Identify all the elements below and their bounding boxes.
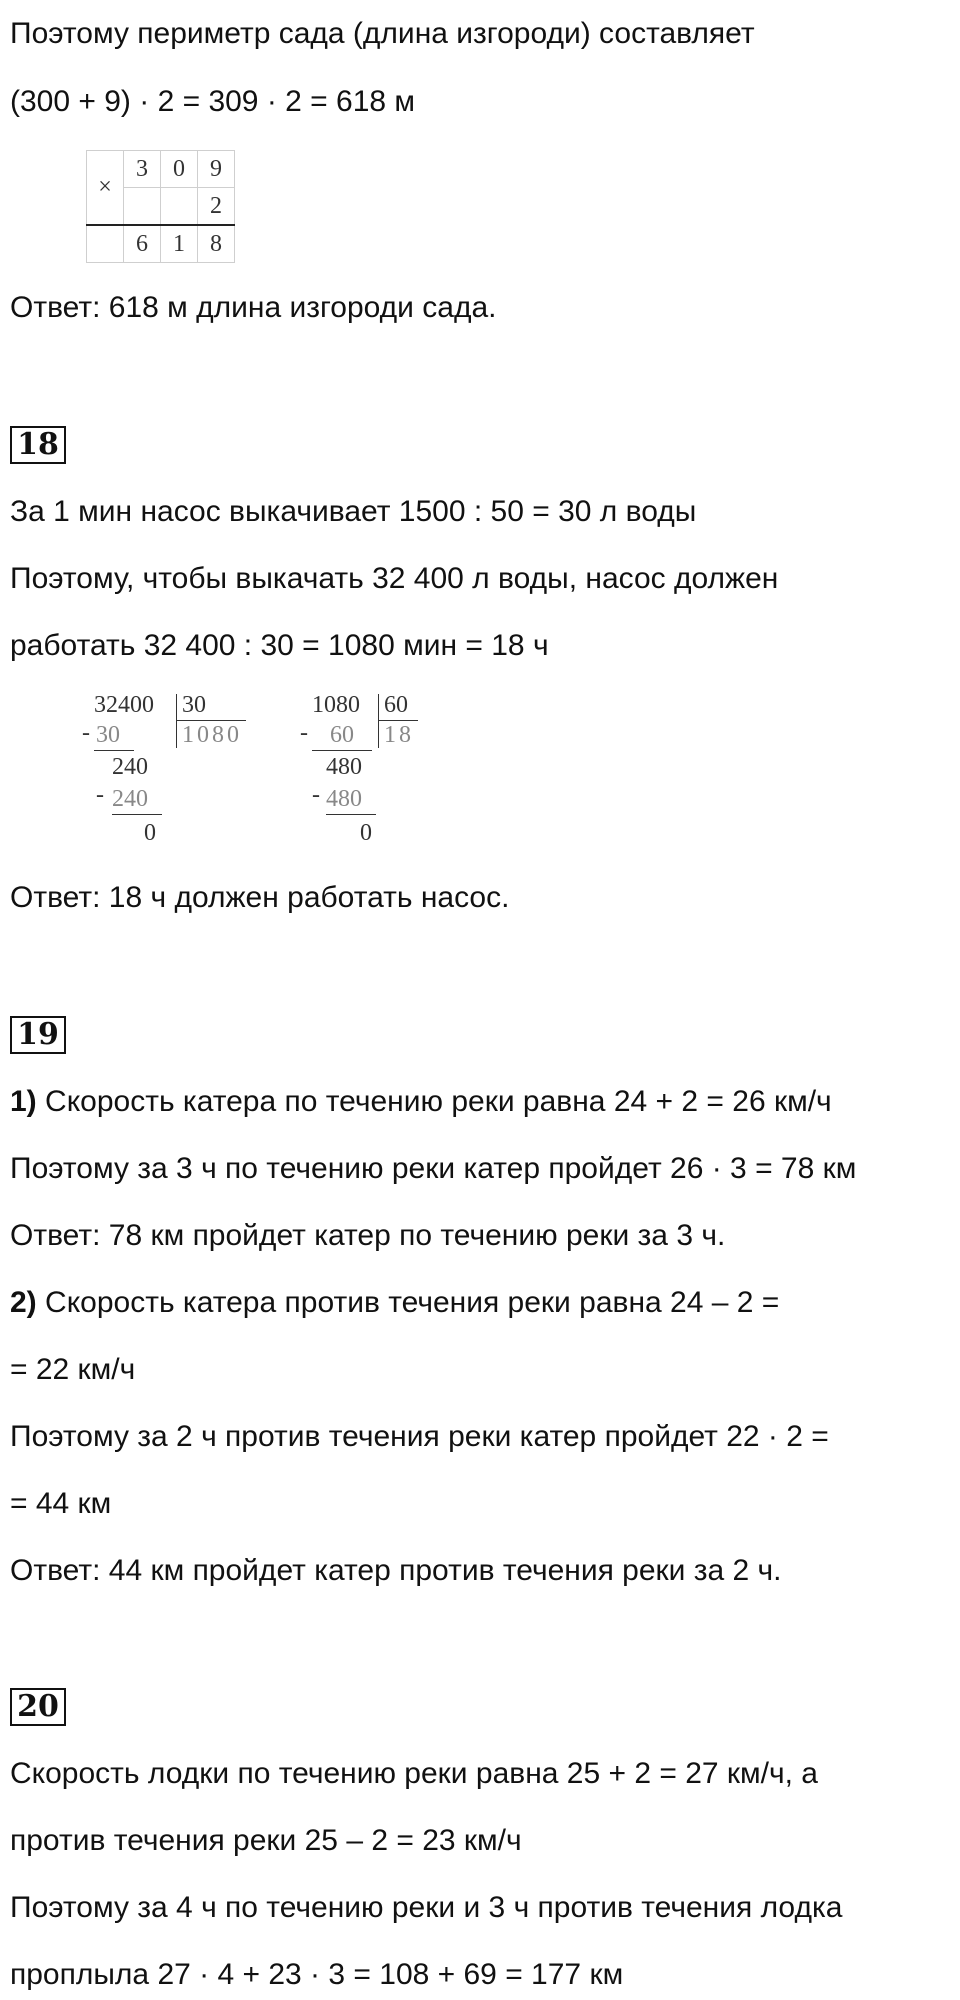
text-line: (300 + 9) · 2 = 309 · 2 = 618 м (10, 85, 416, 118)
long-division-2 (300, 692, 460, 862)
digit: 6 (124, 225, 161, 263)
subtract-step: 480 (326, 786, 362, 812)
part-label: 1) (10, 1085, 37, 1118)
minus-sign: - (96, 782, 104, 808)
remainder: 480 (326, 754, 362, 780)
subtract-step: 240 (112, 786, 148, 812)
text-line: проплыла 27 · 4 + 23 · 3 = 108 + 69 = 177 км (10, 1958, 624, 1991)
text-line: = 22 км/ч (10, 1353, 136, 1386)
text-line: Скорость лодки по течению реки равна 25 + 2 = 27 км/ч, а (10, 1757, 818, 1790)
subtract-step: 30 (96, 722, 120, 748)
minus-sign: - (82, 720, 90, 746)
divisor: 60 (384, 692, 408, 718)
long-division-1 (82, 692, 262, 862)
problem-number-badge: 19 (10, 1016, 66, 1054)
text: Скорость катера по течению реки равна 24 + 2 = 26 км/ч (36, 1085, 832, 1118)
answer-line: Ответ: 78 км пройдет катер по течению реки за 3 ч. (10, 1219, 726, 1252)
text-line: Поэтому периметр сада (длина изгороди) составляет (10, 17, 755, 50)
remainder: 0 (144, 820, 156, 846)
text-line: против течения реки 25 – 2 = 23 км/ч (10, 1824, 522, 1857)
quotient: 18 (384, 722, 414, 748)
minus-sign: - (300, 720, 308, 746)
text-line: Поэтому за 3 ч по течению реки катер пройдет 26 · 3 = 78 км (10, 1152, 857, 1185)
text-line: Поэтому за 2 ч против течения реки катер пройдет 22 · 2 = (10, 1420, 829, 1453)
dividend: 1080 (312, 692, 360, 718)
remainder: 0 (360, 820, 372, 846)
text-line (10, 1084, 832, 1120)
text-line: работать 32 400 : 30 = 1080 мин = 18 ч (10, 629, 549, 662)
digit: 1 (161, 225, 198, 263)
problem-number-badge: 20 (10, 1688, 66, 1726)
digit (161, 188, 198, 226)
text-line: Поэтому за 4 ч по течению реки и 3 ч против течения лодка (10, 1891, 843, 1924)
digit: 0 (161, 151, 198, 188)
part-label: 2) (10, 1286, 37, 1319)
digit: 2 (198, 188, 235, 226)
remainder: 240 (112, 754, 148, 780)
answer-line: Ответ: 44 км пройдет катер против течения реки за 2 ч. (10, 1554, 782, 1587)
digit: 9 (198, 151, 235, 188)
answer-line: Ответ: 618 м длина изгороди сада. (10, 291, 497, 324)
text-line: Поэтому, чтобы выкачать 32 400 л воды, насос должен (10, 562, 779, 595)
minus-sign: - (312, 782, 320, 808)
digit: 8 (198, 225, 235, 263)
text-line: За 1 мин насос выкачивает 1500 : 50 = 30 л воды (10, 495, 697, 528)
quotient: 1080 (182, 722, 242, 748)
digit (124, 188, 161, 226)
column-multiplication (86, 150, 235, 263)
text-line: = 44 км (10, 1487, 112, 1520)
divisor: 30 (182, 692, 206, 718)
subtract-step: 60 (330, 722, 354, 748)
text-line (10, 1285, 779, 1321)
problem-number-badge: 18 (10, 426, 66, 464)
empty-cell (87, 225, 124, 263)
answer-line: Ответ: 18 ч должен работать насос. (10, 881, 510, 914)
dividend: 32400 (94, 692, 154, 718)
digit: 3 (124, 151, 161, 188)
multiply-sign: × (87, 151, 124, 226)
text: Скорость катера против течения реки равна 24 – 2 = (36, 1286, 780, 1319)
